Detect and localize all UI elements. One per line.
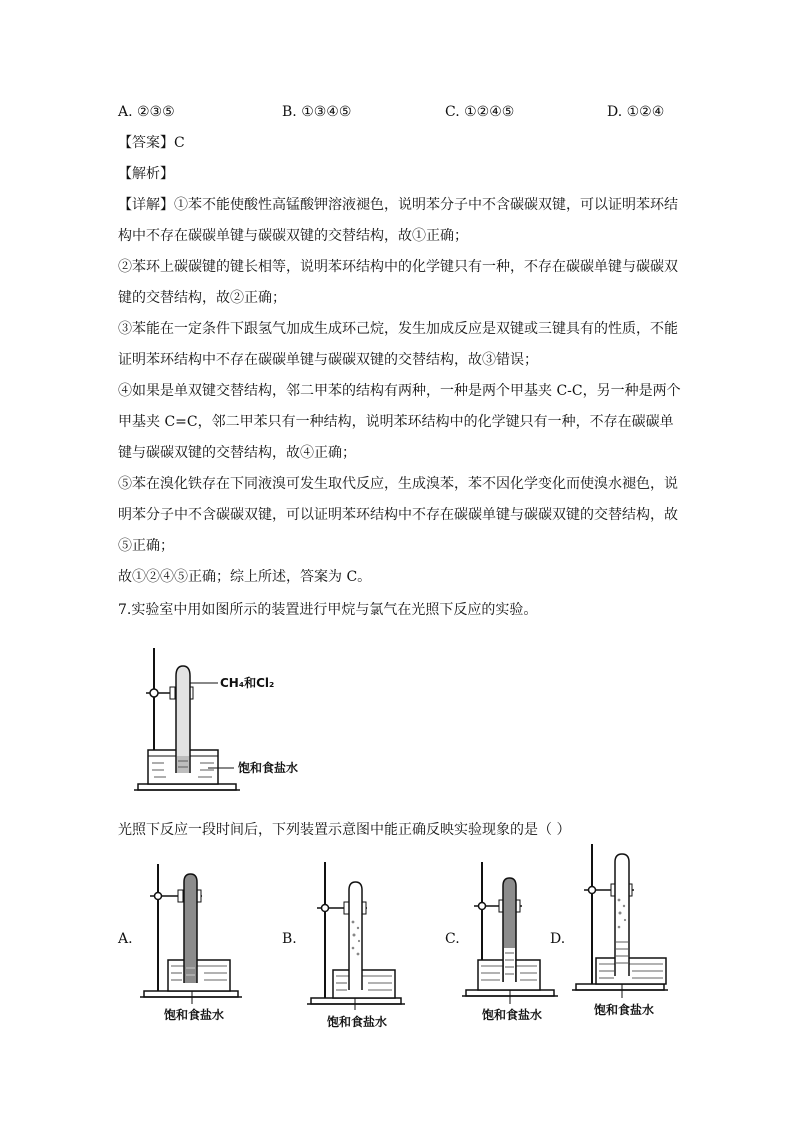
detail-line: 甲基夹 C=C，邻二甲苯只有一种结构，说明苯环结构中的化学键只有一种，不存在碳碳单	[118, 414, 674, 430]
apparatus-figure	[130, 638, 320, 798]
analysis-heading: 【解析】	[118, 166, 174, 182]
gas-label: CH₄和Cl₂	[220, 676, 275, 690]
detail-line: 键与碳碳双键的交替结构，故④正确；	[118, 445, 356, 461]
brine-label: 饱和食盐水	[238, 761, 299, 775]
detail-line: ③苯能在一定条件下跟氢气加成生成环己烷，发生加成反应是双键或三键具有的性质，不能	[118, 321, 678, 337]
answer-line: 【答案】C	[118, 135, 185, 151]
detail-line: 故①②④⑤正确；综上所述，答案为 C。	[118, 569, 372, 585]
choice-d-caption: 饱和食盐水	[594, 1003, 655, 1017]
prev-option-a: A. ②③⑤	[118, 104, 175, 120]
choice-b-label: B.	[282, 931, 297, 947]
choice-a-figure	[138, 858, 248, 1022]
detail-line: 证明苯环结构中不存在碳碳单键与碳碳双键的交替结构，故③错误；	[118, 352, 538, 368]
choice-d-label: D.	[550, 931, 566, 947]
detail-line: ⑤苯在溴化铁存在下同液溴可发生取代反应，生成溴苯，苯不因化学变化而使溴水褪色，说	[118, 476, 678, 492]
choice-d-figure	[572, 842, 682, 1022]
detail-line: ②苯环上碳碳键的键长相等，说明苯环结构中的化学键只有一种，不存在碳碳单键与碳碳双	[118, 259, 678, 275]
detail-line: ④如果是单双键交替结构，邻二甲苯的结构有两种，一种是两个甲基夹 C-C，另一种是两个	[118, 383, 681, 399]
prev-option-d: D. ①②④	[607, 104, 665, 120]
choice-c-figure	[462, 858, 572, 1028]
detail-line: 【详解】①苯不能使酸性高锰酸钾溶液褪色，说明苯分子中不含碳碳双键，可以证明苯环结	[118, 197, 678, 213]
detail-line: ⑤正确；	[118, 538, 174, 554]
detail-line: 键的交替结构，故②正确；	[118, 290, 286, 306]
choice-b-caption: 饱和食盐水	[327, 1015, 388, 1029]
prev-option-c: C. ①②④⑤	[445, 104, 515, 120]
detail-line: 明苯分子中不含碳碳双键，可以证明苯环结构中不存在碳碳单键与碳碳双键的交替结构，故	[118, 507, 678, 523]
question-prompt: 光照下反应一段时间后，下列装置示意图中能正确反映实验现象的是（ ）	[118, 822, 571, 838]
choice-b-figure	[305, 858, 415, 1028]
choice-a-label: A.	[118, 931, 133, 947]
choice-a-caption: 饱和食盐水	[164, 1008, 225, 1022]
question-7: 7.实验室中用如图所示的装置进行甲烷与氯气在光照下反应的实验。	[118, 602, 538, 618]
choice-c-label: C.	[445, 931, 460, 947]
prev-option-b: B. ①③④⑤	[282, 104, 352, 120]
detail-line: 构中不存在碳碳单键与碳碳双键的交替结构，故①正确；	[118, 228, 468, 244]
choice-c-caption: 饱和食盐水	[482, 1008, 543, 1022]
